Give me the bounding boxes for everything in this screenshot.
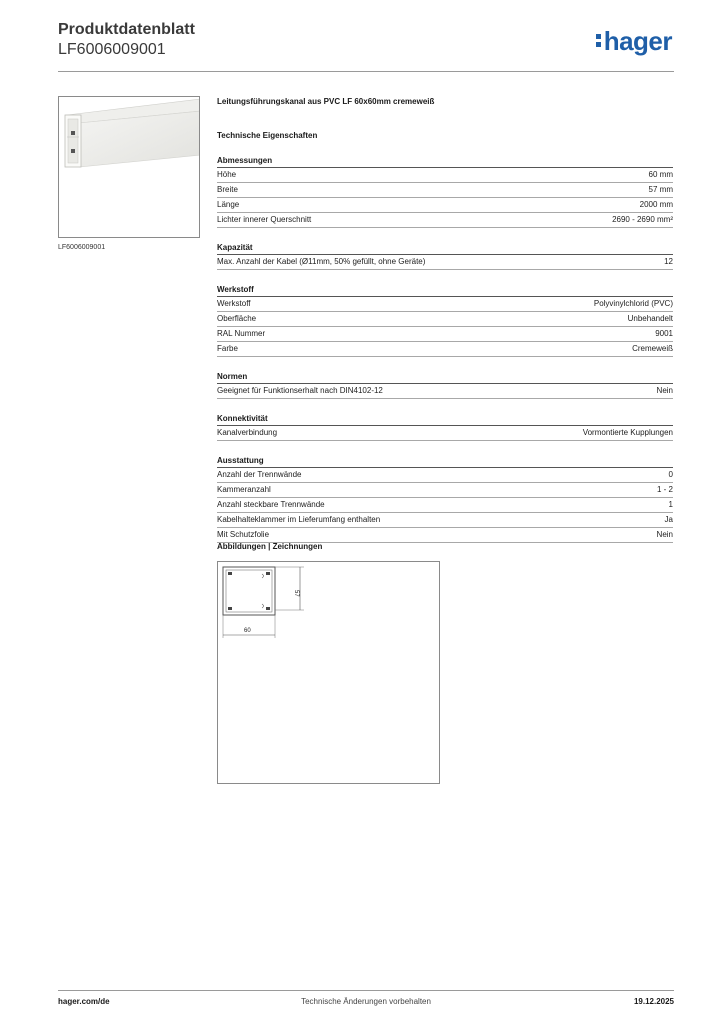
row-label: Kabelhalteklammer im Lieferumfang enthalten — [217, 515, 381, 524]
row-label: Anzahl steckbare Trennwände — [217, 500, 325, 509]
row-value: 1 — [668, 500, 673, 509]
header-divider — [58, 71, 674, 72]
footer-disclaimer: Technische Änderungen vorbehalten — [301, 997, 431, 1006]
product-content — [217, 96, 673, 543]
footer-website-link[interactable]: hager.com/de — [58, 997, 110, 1006]
document-number: LF6006009001 — [58, 41, 166, 58]
row-value: 60 mm — [648, 170, 673, 179]
footer-divider — [58, 990, 674, 991]
row-label: RAL Nummer — [217, 329, 266, 338]
section-capacity — [217, 242, 673, 270]
row-label: Länge — [217, 200, 240, 209]
table-row — [217, 297, 673, 312]
section-dimensions — [217, 155, 673, 228]
row-value: Nein — [656, 530, 673, 539]
section-equipment — [217, 455, 673, 543]
table-row — [217, 342, 673, 357]
row-value: 9001 — [655, 329, 673, 338]
row-value: Nein — [656, 386, 673, 395]
section-standards — [217, 371, 673, 399]
row-value: 2690 - 2690 mm² — [612, 215, 673, 224]
section-connectivity — [217, 413, 673, 441]
row-label: Kammeranzahl — [217, 485, 271, 494]
row-label: Kanalverbindung — [217, 428, 278, 437]
row-value: 12 — [664, 257, 673, 266]
section-title: Abmessungen — [217, 155, 673, 168]
logo-text: hager — [603, 26, 672, 56]
row-label: Oberfläche — [217, 314, 257, 323]
row-value: Polyvinylchlorid (PVC) — [593, 299, 673, 308]
figures-title: Abbildungen | Zeichnungen — [217, 542, 323, 551]
technical-drawing — [217, 561, 440, 784]
row-label: Farbe — [217, 344, 238, 353]
logo-dots-icon — [596, 34, 602, 50]
document-title: Produktdatenblatt — [58, 21, 195, 38]
row-value: 57 mm — [648, 185, 673, 194]
table-row — [217, 498, 673, 513]
row-label: Werkstoff — [217, 299, 251, 308]
height-dimension-label: 57 — [293, 590, 299, 597]
section-title: Normen — [217, 371, 673, 384]
row-label: Mit Schutzfolie — [217, 530, 270, 539]
section-material — [217, 284, 673, 357]
page-header — [58, 20, 674, 68]
row-value: 2000 mm — [639, 200, 673, 209]
section-title: Ausstattung — [217, 455, 673, 468]
technical-properties-title: Technische Eigenschaften — [217, 131, 318, 140]
section-title: Konnektivität — [217, 413, 673, 426]
table-row — [217, 513, 673, 528]
row-label: Höhe — [217, 170, 237, 179]
product-caption: LF6006009001 — [58, 244, 106, 251]
table-row — [217, 528, 673, 543]
row-label: Lichter innerer Querschnitt — [217, 215, 312, 224]
table-row — [217, 468, 673, 483]
row-label: Max. Anzahl der Kabel (Ø11mm, 50% gefüllt, ohne Geräte) — [217, 257, 426, 266]
product-image — [58, 96, 200, 238]
table-row — [217, 255, 673, 270]
row-label: Anzahl der Trennwände — [217, 470, 302, 479]
row-value: 1 - 2 — [656, 485, 673, 494]
row-value: Cremeweiß — [632, 344, 673, 353]
row-value: Unbehandelt — [627, 314, 673, 323]
footer-date: 19.12.2025 — [633, 997, 674, 1006]
table-row — [217, 312, 673, 327]
cross-section-drawing-icon — [218, 562, 439, 783]
row-label: Breite — [217, 185, 238, 194]
row-value: 0 — [668, 470, 673, 479]
row-value: Vormontierte Kupplungen — [582, 428, 673, 437]
hager-logo — [596, 26, 672, 57]
table-row — [217, 213, 673, 228]
product-description: Leitungsführungskanal aus PVC LF 60x60mm cremeweiß — [217, 97, 435, 106]
table-row — [217, 426, 673, 441]
cable-duct-icon — [59, 97, 200, 238]
width-dimension-label: 60 — [244, 628, 251, 634]
table-row — [217, 183, 673, 198]
page-footer — [58, 997, 674, 1009]
table-row — [217, 327, 673, 342]
row-label: Geeignet für Funktionserhalt nach DIN4102-12 — [217, 386, 383, 395]
table-row — [217, 384, 673, 399]
table-row — [217, 198, 673, 213]
table-row — [217, 168, 673, 183]
section-title: Kapazität — [217, 242, 673, 255]
table-row — [217, 483, 673, 498]
row-value: Ja — [664, 515, 673, 524]
section-title: Werkstoff — [217, 284, 673, 297]
